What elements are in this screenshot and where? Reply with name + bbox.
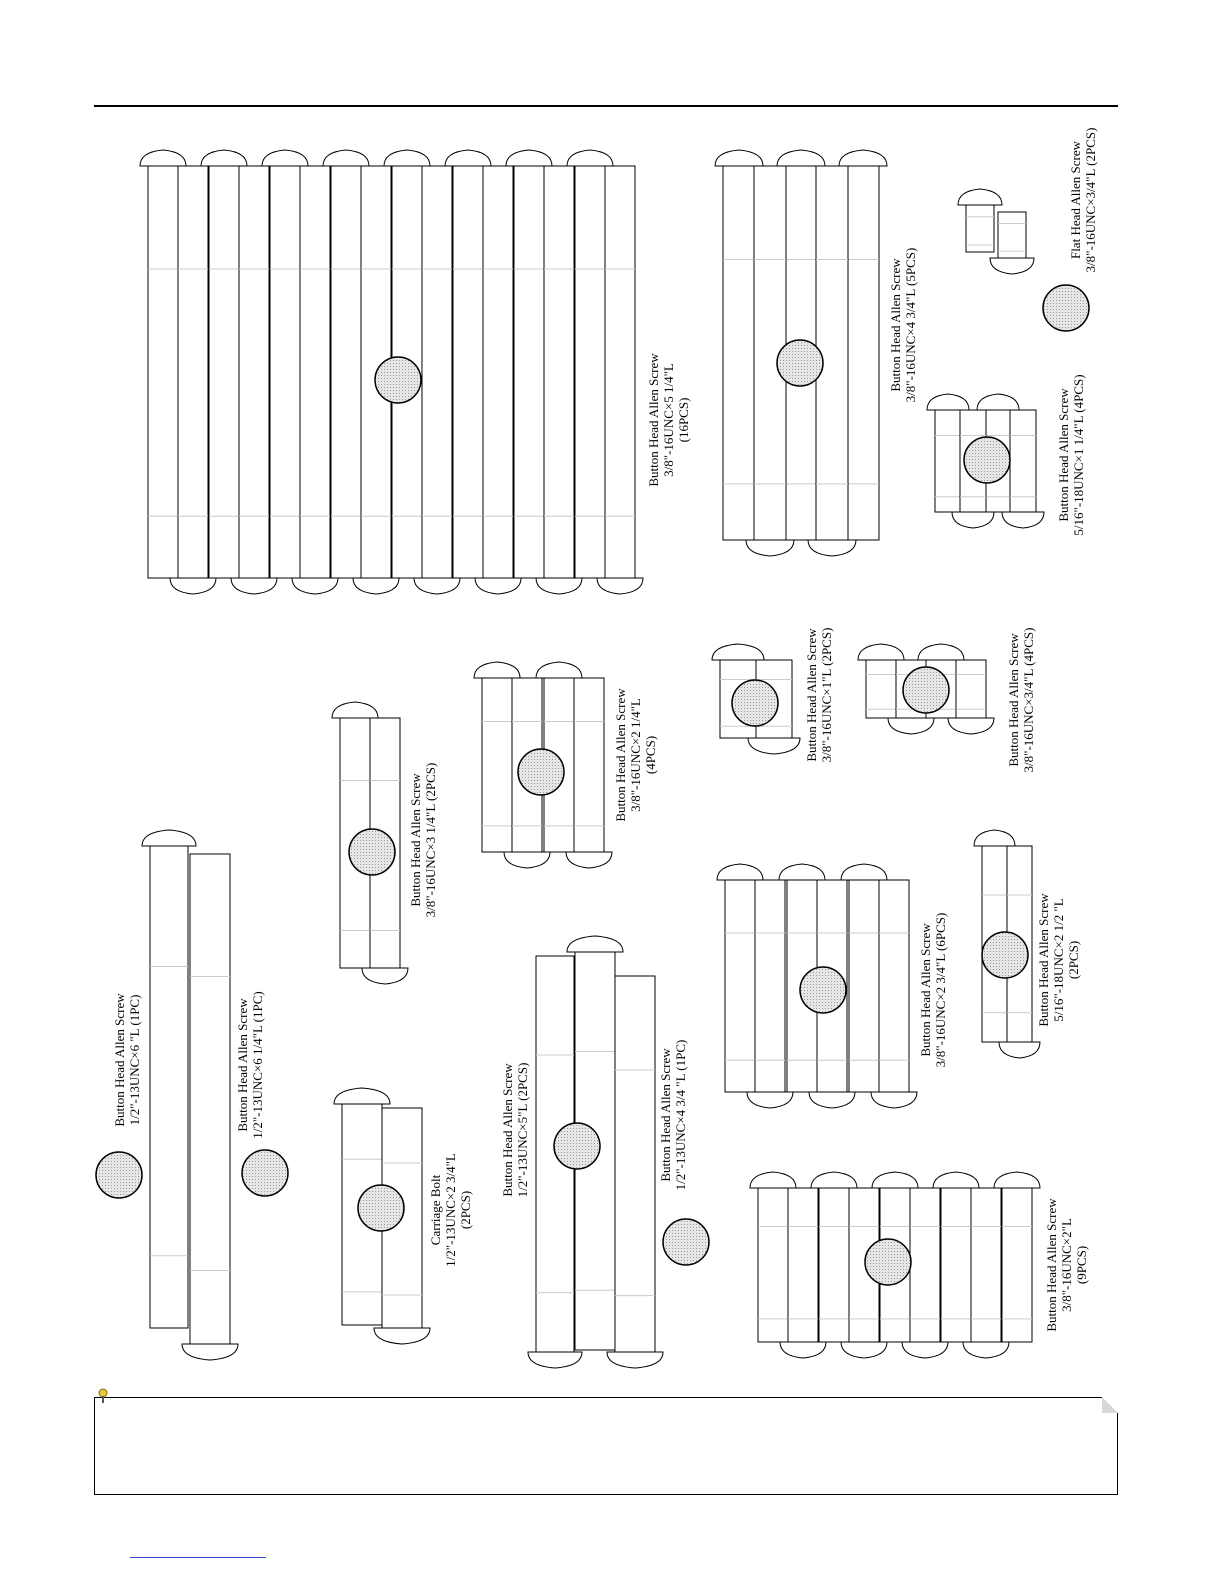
screw-label: [613, 688, 658, 822]
screw-head: [809, 1092, 855, 1108]
screw-head: [977, 394, 1019, 410]
screw-head: [974, 830, 1015, 846]
screw-label-line: 3/8"-16UNC×2 1/4"L: [628, 698, 643, 812]
screw-label-line: 3/8"-16UNC×2"L: [1059, 1218, 1074, 1312]
gray-circle-marker: [800, 967, 846, 1013]
screw-head: [1002, 512, 1044, 528]
screw-label: [428, 1153, 473, 1267]
screw-head: [779, 864, 825, 880]
screw-label-line: 1/2"-13UNC×4 3/4 "L (1PC): [673, 1039, 688, 1191]
screw-head: [474, 662, 520, 678]
screw-head: [567, 150, 613, 166]
screw-label-line: Button Head Allen Screw: [888, 258, 903, 392]
gray-circle-marker: [865, 1239, 911, 1285]
screw-label-line: Button Head Allen Screw: [1036, 893, 1051, 1027]
screw-head: [170, 578, 216, 594]
screw-head: [747, 1092, 793, 1108]
screw-head: [841, 864, 887, 880]
screw-label-line: 1/2"-13UNC×5"L (2PCS): [515, 1062, 530, 1198]
screw-head: [506, 150, 552, 166]
gray-circle-marker: [777, 340, 823, 386]
screw-head: [963, 1342, 1009, 1358]
screw-head: [334, 1088, 390, 1104]
screw-head: [872, 1172, 918, 1188]
screw-label-line: 3/8"-16UNC×2 3/4"L (6PCS): [933, 912, 948, 1068]
gray-circle-marker: [663, 1219, 709, 1265]
screw-head: [262, 150, 308, 166]
screw-head: [362, 968, 408, 984]
screw-label: [500, 1063, 530, 1198]
gray-circle-marker: [375, 357, 421, 403]
gray-circle-marker: [982, 932, 1028, 978]
gray-circle-marker: [349, 829, 395, 875]
screw-head: [715, 150, 763, 166]
screw-label-line: 5/16"-18UNC×2 1/2 "L: [1051, 898, 1066, 1022]
screw-label-line: Button Head Allen Screw: [658, 1048, 673, 1182]
screw-head: [607, 1352, 663, 1368]
screw-label: [1056, 374, 1086, 535]
screw-head: [927, 394, 969, 410]
screw-label-line: (4PCS): [643, 735, 658, 775]
screw-head: [475, 578, 521, 594]
screw-label-line: 3/8"-16UNC×5 1/4"L: [661, 363, 676, 477]
screw-label-line: 3/8"-16UNC×3 1/4"L (2PCS): [423, 762, 438, 918]
screw-head: [536, 578, 582, 594]
screw-head: [990, 258, 1034, 274]
gray-circle-marker: [964, 437, 1010, 483]
screw-label-line: Carriage Bolt: [428, 1174, 443, 1246]
screw-head: [750, 1172, 796, 1188]
gray-circle-marker: [518, 749, 564, 795]
screw-label: [1068, 128, 1098, 273]
screw-head: [748, 738, 800, 754]
gray-circle-marker: [242, 1150, 288, 1196]
gray-circle-marker: [732, 680, 778, 726]
screw-head: [445, 150, 491, 166]
screw-head: [566, 852, 612, 868]
screw-label-line: Button Head Allen Screw: [613, 688, 628, 822]
screw-6: [142, 830, 196, 1328]
page-curl-corner: [1102, 1397, 1118, 1413]
screw-label-line: Button Head Allen Screw: [804, 628, 819, 762]
flat-head-screw: [990, 212, 1034, 274]
screw-label-line: (9PCS): [1074, 1245, 1089, 1285]
screw-label-line: 3/8"-16UNC×3/4"L (2PCS): [1083, 127, 1098, 273]
gray-circle-marker: [554, 1123, 600, 1169]
screw-head: [858, 644, 904, 660]
screw-label-line: Button Head Allen Screw: [112, 993, 127, 1127]
screw-head: [353, 578, 399, 594]
screw-head: [201, 150, 247, 166]
screw-head: [871, 1092, 917, 1108]
screw-label: [888, 248, 918, 403]
screw-label-line: 3/8"-16UNC×3/4"L (4PCS): [1021, 627, 1036, 773]
screw-label: [408, 763, 438, 918]
screw-label: [1044, 1198, 1089, 1332]
screw-label: [918, 913, 948, 1068]
screw-head: [528, 1352, 582, 1368]
screw-head: [712, 644, 764, 660]
screw-head: [414, 578, 460, 594]
screw-head: [933, 1172, 979, 1188]
screw-head: [374, 1328, 430, 1344]
screw-head: [808, 540, 856, 556]
screw-head: [332, 702, 378, 718]
screw-head: [567, 936, 623, 952]
screw-head: [746, 540, 794, 556]
screw-head: [384, 150, 430, 166]
screw-head: [888, 718, 934, 734]
screw-label-line: 3/8"-16UNC×1"L (2PCS): [819, 627, 834, 763]
screw-label-line: 1/2"-13UNC×2 3/4"L: [443, 1153, 458, 1267]
screw-head: [958, 189, 1002, 205]
screw-head: [292, 578, 338, 594]
screw-head: [182, 1344, 238, 1360]
screw-label-line: (2PCS): [1066, 940, 1081, 980]
screw-label: [804, 628, 834, 763]
screw-head: [999, 1042, 1040, 1058]
gray-circle-marker: [903, 667, 949, 713]
screw-head: [504, 852, 550, 868]
gray-circle-marker: [358, 1185, 404, 1231]
screw-label-line: (2PCS): [458, 1190, 473, 1230]
screw-label-line: Button Head Allen Screw: [1006, 633, 1021, 767]
screw-label-line: Button Head Allen Screw: [235, 998, 250, 1132]
screw-label: [646, 353, 691, 487]
screw-head: [811, 1172, 857, 1188]
screw-label-line: Button Head Allen Screw: [1056, 388, 1071, 522]
pushpin-icon: [97, 1388, 109, 1404]
screw-head: [994, 1172, 1040, 1188]
gray-circle-marker: [96, 1152, 142, 1198]
screw-head: [717, 864, 763, 880]
flat-head-screw: [958, 189, 1002, 252]
screw-label: [1006, 628, 1036, 773]
screw-label-line: 5/16"-18UNC×1 1/4"L (4PCS): [1071, 374, 1086, 536]
screw-label-line: Button Head Allen Screw: [408, 773, 423, 907]
screw-label: [1036, 893, 1081, 1027]
screw-head: [597, 578, 643, 594]
screw-label-line: 1/2"-13UNC×6 1/4"L (1PC): [250, 991, 265, 1139]
screw-label-line: Button Head Allen Screw: [1044, 1198, 1059, 1332]
screw-head: [231, 578, 277, 594]
screw-head: [780, 1342, 826, 1358]
screw-head: [841, 1342, 887, 1358]
screw-label-line: 1/2"-13UNC×6 "L (1PC): [127, 994, 142, 1126]
screw-label: [658, 1040, 688, 1191]
screw-head: [918, 644, 964, 660]
link-underline[interactable]: [130, 1557, 266, 1558]
screw-head: [948, 718, 994, 734]
screw-head: [902, 1342, 948, 1358]
screw-head: [142, 830, 196, 846]
screw-label-line: Button Head Allen Screw: [918, 923, 933, 1057]
screw-label-line: Button Head Allen Screw: [500, 1063, 515, 1197]
screw-label: [112, 993, 142, 1127]
screw-label: [235, 991, 265, 1138]
screw-label-line: Button Head Allen Screw: [646, 353, 661, 487]
screw-label-line: 3/8"-16UNC×4 3/4"L (5PCS): [903, 247, 918, 403]
screw-label-line: Flat Head Allen Screw: [1068, 140, 1083, 260]
gray-circle-marker: [1043, 285, 1089, 331]
screw-head: [323, 150, 369, 166]
screw-4-3-4-half: [607, 976, 663, 1368]
note-box[interactable]: [94, 1397, 1118, 1495]
screw-6-1-4: [182, 854, 238, 1360]
screw-head: [839, 150, 887, 166]
screw-head: [952, 512, 994, 528]
screw-head: [777, 150, 825, 166]
screw-head: [536, 662, 582, 678]
screw-head: [140, 150, 186, 166]
screw-label-line: (16PCS): [676, 397, 691, 443]
